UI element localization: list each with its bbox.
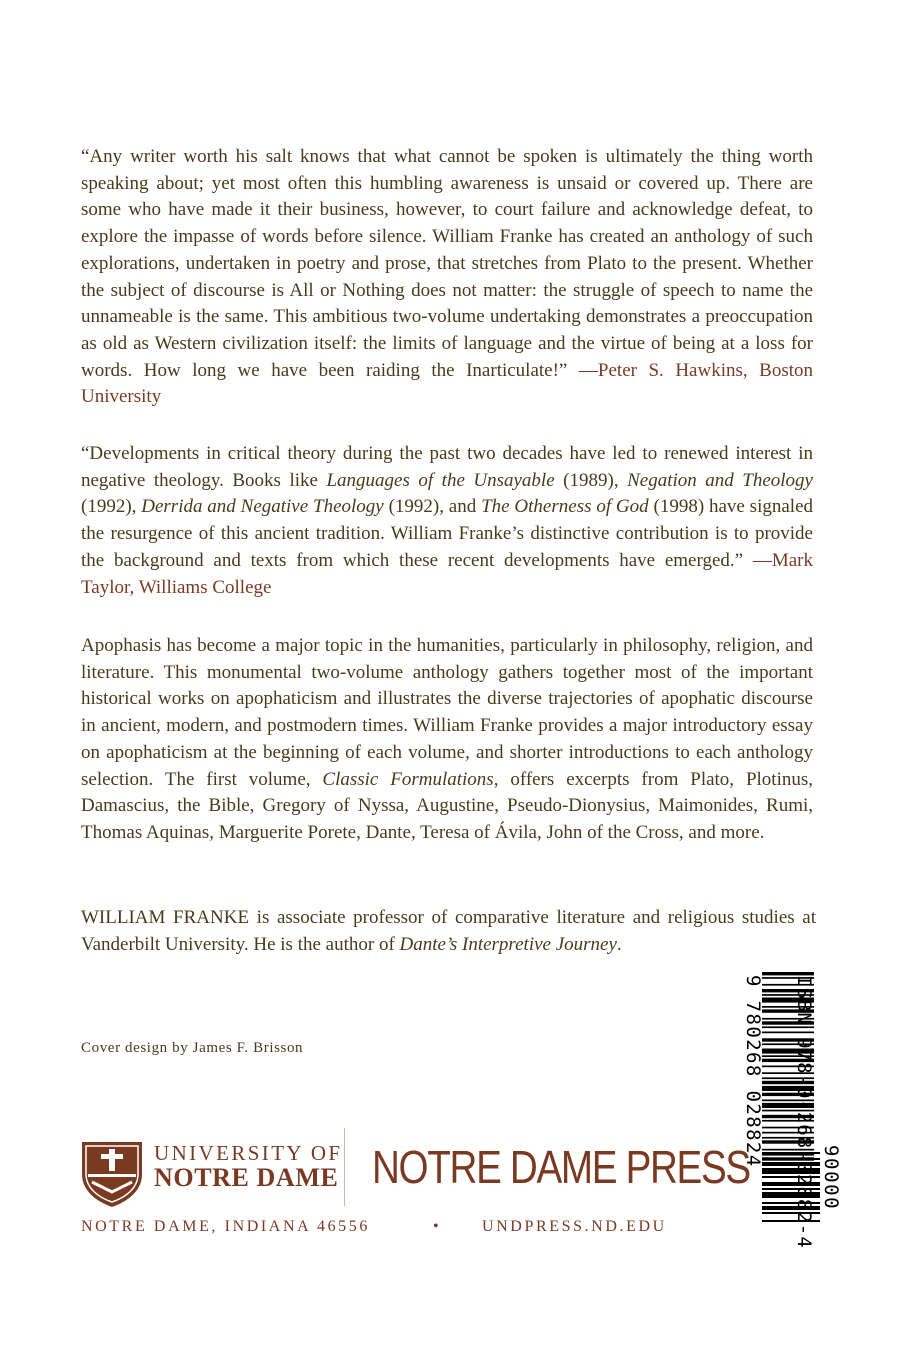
quote-text: (1992), and [383,496,482,518]
description-text: , offers excerpts from Plato, Plotinus, Damascius, the Bible, Gregory of Nyssa, Augustine, Pseudo-Dionysius, Maimonides, Rumi, Thomas Aquinas, Marguerite Porete, Dante, Teresa of Ávila, John of the Cross, and more. [81,768,813,843]
separator-dot: • [433,1218,439,1235]
logo-line2: NOTRE DAME [154,1163,339,1192]
quote-text: “Any writer worth his salt knows that what cannot be spoken is ultimately the thing worth speaking about; yet most often this humbling awareness is unsaid or covered up. There are some who have made it their business, however, to court failure and acknowledge defeat, to explore the impasse of words before silence. William Franke has created an anthology of such explorations, undertaken in poetry and prose, that stretches from Plato to the present. Whether the subject of discourse is All or Nothing does not matter: the struggle of speech to name the unnameable is the same. This ambitious two-volume undertaking demonstrates a preoccupation as old as Western civilization itself: the limits of language and the virtue of being at a loss for words. How long we have been raiding the Inarticulate!” [81,146,813,381]
book-title: The Otherness of God [481,496,649,518]
bio-book-title: Dante’s Interpretive Journey [399,933,617,955]
quote-hawkins [81,144,813,411]
press-website: UNDPRESS.ND.EDU [482,1218,667,1235]
quote-attribution: —Peter S. Hawkins, Boston University [81,359,814,408]
quote-text: “Developments in critical theory during the past two decades have led to renewed interest in negative theology. Books like [81,443,813,491]
quote-text: (1998) have signaled the resurgence of this ancient tradition. William Franke’s distinctive contribution is to provide the background and texts from which these recent developments have emerged.” [81,496,814,571]
addon-digits: 90000 [820,1145,842,1211]
ean-digits: 9 780268 028824 [742,975,764,1168]
book-title: Languages of the Unsayable [326,469,555,491]
press-name: NOTRE DAME PRESS [372,1141,750,1193]
quote-attribution: —Mark Taylor, Williams College [81,549,813,598]
volume-title: Classic Formulations [322,768,494,790]
quote-taylor [81,441,813,601]
quote-text: (1992), [81,496,142,518]
book-title: Negation and Theology [627,469,813,491]
quote-text: (1989), [554,469,628,491]
logo-divider [344,1128,345,1206]
press-address: NOTRE DAME, INDIANA 46556 [81,1218,370,1235]
book-description [81,633,813,847]
bio-text: WILLIAM FRANKE is associate professor of comparative literature and religious studies at Vanderbilt University. He is the author of [81,907,816,955]
cover-credit: Cover design by James F. Brisson [81,1040,304,1056]
description-text: Apophasis has become a major topic in the humanities, particularly in philosophy, religion, and literature. This monumental two-volume anthology gathers together most of the important historical works on apophaticism and illustrates the diverse trajectories of apophatic discourse in ancient, modern, and postmodern times. William Franke provides a major introductory essay on apophaticism at the beginning of each volume, and shorter introductions to each anthology selection. The first volume, [81,635,813,790]
logo-line1: UNIVERSITY OF [154,1141,343,1165]
author-bio [81,905,816,958]
isbn-number: ISBN 978-0-268-02882-4 [793,975,815,1249]
book-title: Derrida and Negative Theology [141,496,384,518]
bio-end: . [616,933,622,955]
